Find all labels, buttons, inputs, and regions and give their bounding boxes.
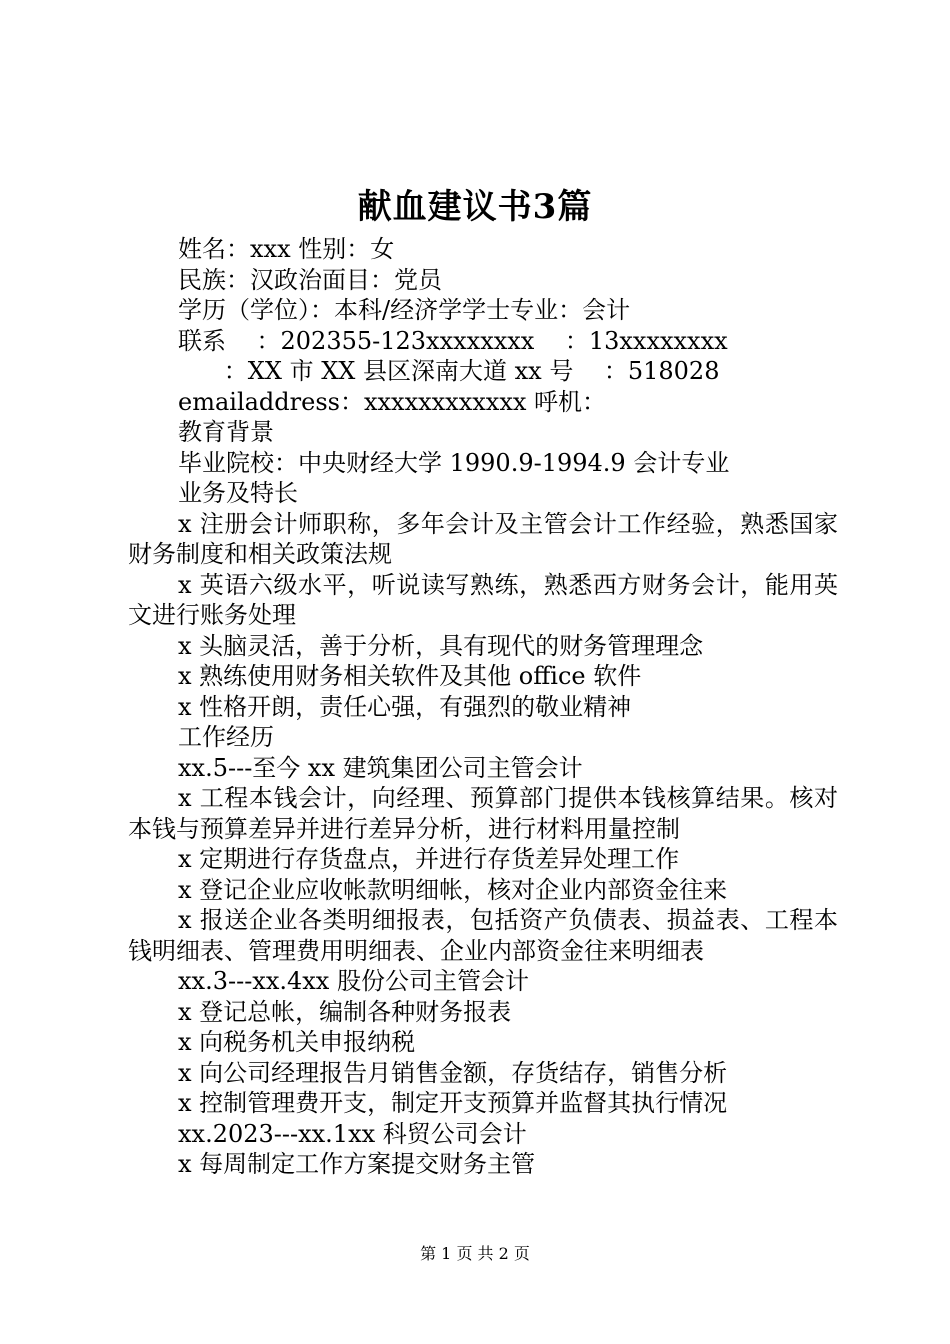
line-contact-phone: 联系 ：202355-123xxxxxxxx ：13xxxxxxxx [178, 326, 728, 355]
section-heading-education: 教育背景 [178, 418, 274, 446]
job-heading: xx.3---xx.4xx 股份公司主管会计 [178, 967, 529, 995]
skill-item: x 注册会计师职称，多年会计及主管会计工作经验，熟悉国家财务制度和相关政策法规 [128, 509, 838, 568]
job-duty-item: x 控制管理费开支，制定开支预算并监督其执行情况 [178, 1089, 728, 1117]
line-email-pager: emailaddress：xxxxxxxxxxxx 呼机： [178, 387, 607, 416]
skill-item: x 熟练使用财务相关软件及其他 office 软件 [178, 662, 642, 690]
job-duty-item: x 向税务机关申报纳税 [178, 1028, 416, 1056]
job-duty-item: x 登记企业应收帐款明细帐，核对企业内部资金往来 [178, 875, 728, 904]
section-heading-skills: 业务及特长 [178, 479, 298, 507]
job-duty-item: x 报送企业各类明细报表，包括资产负债表、损益表、工程本钱明细表、管理费用明细表、企业内部资金往来明细表 [128, 906, 838, 965]
skill-item: x 英语六级水平，听说读写熟练，熟悉西方财务会计，能用英文进行账务处理 [128, 570, 838, 629]
line-ethnicity-politics: 民族：汉政治面目：党员 [178, 265, 442, 294]
line-name-gender: 姓名：xxx 性别：女 [178, 235, 395, 263]
line-education-major: 学历（学位）：本科/经济学学士专业：会计 [178, 296, 631, 324]
line-school: 毕业院校：中央财经大学 1990.9-1994.9 会计专业 [178, 448, 730, 477]
skill-item: x 性格开朗，责任心强，有强烈的敬业精神 [178, 692, 632, 721]
document-title: 献血建议书3篇 [357, 187, 593, 227]
job-duty-item: x 向公司经理报告月销售金额，存货结存，销售分析 [178, 1058, 728, 1087]
section-heading-work: 工作经历 [178, 723, 274, 751]
line-address-postcode: ：XX 市 XX 县区深南大道 xx 号 ：518028 [178, 357, 720, 385]
skill-item: x 头脑灵活，善于分析，具有现代的财务管理理念 [178, 631, 704, 660]
document-body [128, 234, 838, 1180]
job-heading: xx.5---至今 xx 建筑集团公司主管会计 [178, 753, 583, 782]
job-duty-item: x 定期进行存货盘点，并进行存货差异处理工作 [178, 845, 680, 873]
job-heading: xx.2023---xx.1xx 科贸公司会计 [178, 1119, 527, 1148]
job-duty-item: x 登记总帐，编制各种财务报表 [178, 997, 512, 1026]
job-duty-item: x 每周制定工作方案提交财务主管 [178, 1150, 536, 1178]
job-duty-item: x 工程本钱会计，向经理、预算部门提供本钱核算结果。核对本钱与预算差异并进行差异分析，进行材料用量控制 [128, 784, 838, 843]
page-footer: 第 1 页 共 2 页 [420, 1244, 530, 1263]
